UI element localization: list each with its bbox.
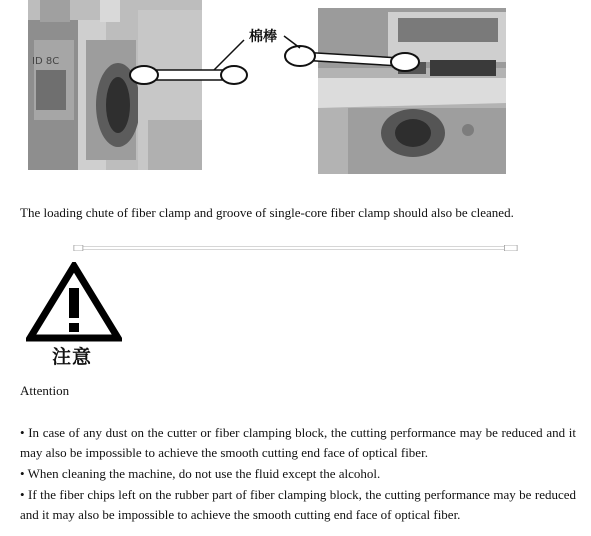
callout-label: 棉棒 [249, 29, 277, 45]
attention-heading: Attention [20, 383, 70, 398]
cotton-swab-right [285, 46, 419, 71]
warning-caption: 注意 [52, 346, 93, 368]
callout-line-right [284, 36, 300, 48]
warning-triangle-icon [26, 262, 122, 342]
attention-bullet-1: • In case of any dust on the cutter or fiber clamping block, the cutting performance may be reduced and it may also be impossible to achieve the smooth cutting end face of optical fiber. [20, 425, 576, 460]
attention-bullet-2: • When cleaning the machine, do not use the fluid except the alcohol. [20, 466, 381, 481]
cotton-swab-left [130, 66, 247, 84]
callout-line-left [214, 40, 244, 70]
page-break-divider [0, 245, 591, 251]
figure-caption: The loading chute of fiber clamp and groove of single-core fiber clamp should also be cleaned. [20, 205, 514, 220]
attention-bullet-3: • If the fiber chips left on the rubber part of fiber clamping block, the cutting performance may be reduced and it may also be impossible to achieve the smooth cutting end face of optical fiber. [20, 487, 576, 522]
swab-callout-overlay [0, 0, 591, 200]
left-photo-marking: ID 8C [32, 56, 60, 67]
